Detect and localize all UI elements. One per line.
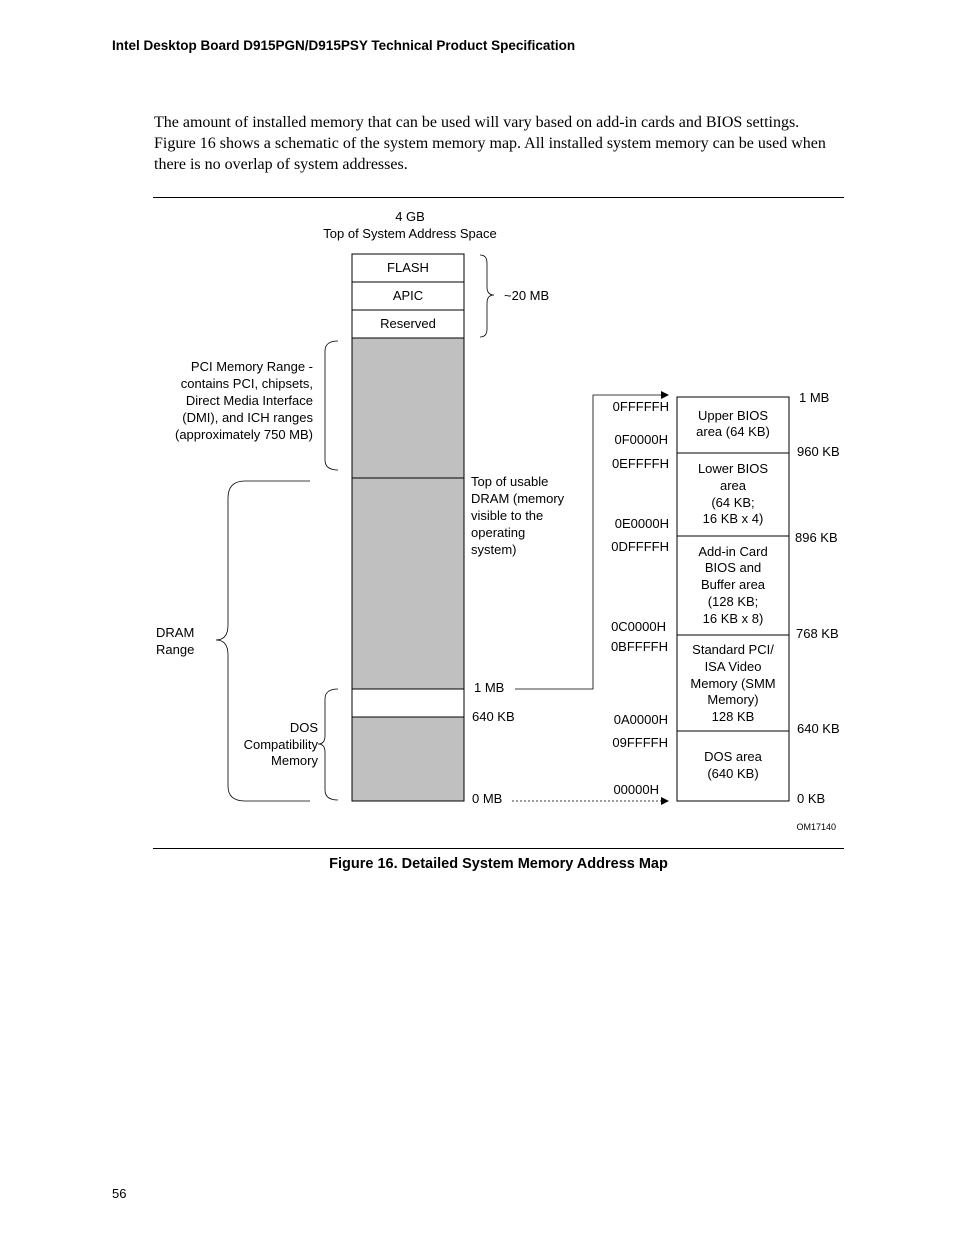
region-text: 128 KB	[711, 709, 755, 724]
dram-range-line: DRAM	[156, 625, 195, 640]
top-usable-line: system)	[471, 542, 517, 557]
address-label: 0C0000H	[611, 619, 666, 634]
address-label: 0A0000H	[613, 712, 668, 727]
figure-caption: Figure 16. Detailed System Memory Address Map	[329, 856, 668, 872]
pci-range-line: PCI Memory Range -	[190, 359, 313, 374]
reserved-label: Reserved	[380, 316, 436, 331]
address-label: 00000H	[613, 782, 659, 797]
address-label: 0F0000H	[614, 432, 668, 447]
pci-range-line: (DMI), and ICH ranges	[182, 410, 313, 425]
apic-label: APIC	[392, 288, 424, 303]
size-label: 0 KB	[797, 791, 826, 806]
region-text: ISA Video	[704, 659, 762, 674]
top-usable-line: Top of usable	[471, 474, 549, 489]
address-label: 0BFFFFH	[610, 639, 668, 654]
region-text: DOS area	[704, 749, 762, 764]
size-label: 960 KB	[797, 444, 840, 459]
address-label: 0E0000H	[614, 516, 669, 531]
top-usable-line: operating	[471, 525, 526, 540]
left-640kb-label: 640 KB	[472, 709, 515, 724]
pci-range-label	[175, 359, 313, 442]
region-text: 16 KB x 8)	[702, 611, 764, 626]
region-text: BIOS and	[704, 560, 762, 575]
region-text: Lower BIOS	[697, 461, 769, 476]
dram-block	[352, 478, 464, 689]
region-text: Memory)	[707, 692, 759, 707]
upper-dos-block	[352, 689, 464, 717]
region-text: Standard PCI/	[692, 642, 774, 657]
dos-compat-line: Compatibility	[243, 737, 318, 752]
region-text: Buffer area	[700, 577, 766, 592]
figure-id: OM17140	[796, 822, 836, 832]
region-text: Add-in Card	[698, 544, 768, 559]
address-label: 0EFFFFH	[611, 456, 669, 471]
region-text: Memory (SMM	[690, 676, 776, 691]
address-label: 0FFFFFH	[612, 399, 669, 414]
top-usable-line: DRAM (memory	[471, 491, 565, 506]
dram-range-line: Range	[156, 642, 195, 657]
page-header: Intel Desktop Board D915PGN/D915PSY Technical Product Specification	[112, 38, 576, 53]
pci-range-brace	[325, 341, 338, 470]
size-label: 1 MB	[799, 390, 830, 405]
flash-label: FLASH	[387, 260, 429, 275]
top-size-label: ~20 MB	[504, 288, 550, 303]
left-1mb-label: 1 MB	[474, 680, 505, 695]
region-text: (640 KB)	[707, 766, 759, 781]
address-label: 09FFFFH	[612, 735, 668, 750]
region-text: area	[719, 478, 747, 493]
dos-block	[352, 717, 464, 801]
size-label: 896 KB	[795, 530, 838, 545]
top-usable-line: visible to the	[471, 508, 544, 523]
region-text: (128 KB;	[707, 594, 759, 609]
figure-bottom-rule	[153, 848, 844, 849]
pci-memory-block	[352, 338, 464, 478]
left-0mb-label: 0 MB	[472, 791, 503, 806]
intro-paragraph: The amount of installed memory that can be used will vary based on add-in cards and BIOS settings. Figure 16 shows a schematic of the system memory map. All installed system memory can be used when there is no overlap of system addresses.	[154, 114, 826, 173]
size-label: 768 KB	[796, 626, 839, 641]
pci-range-line: contains PCI, chipsets,	[180, 376, 313, 391]
region-text: Upper BIOS	[697, 408, 769, 423]
top-label-line: Top of System Address Space	[323, 226, 497, 241]
region-text: area (64 KB)	[696, 424, 770, 439]
top-label-line: 4 GB	[395, 209, 425, 224]
page-number: 56	[112, 1186, 127, 1201]
region-text: (64 KB;	[711, 495, 755, 510]
top-size-brace	[480, 255, 494, 337]
pci-range-line: (approximately 750 MB)	[175, 427, 313, 442]
address-label: 0DFFFFH	[611, 539, 669, 554]
pci-range-line: Direct Media Interface	[185, 393, 313, 408]
dos-compat-line: DOS	[289, 720, 318, 735]
region-text: 16 KB x 4)	[702, 511, 764, 526]
dos-compat-brace	[318, 689, 338, 800]
dos-compat-line: Memory	[271, 753, 318, 768]
size-label: 640 KB	[797, 721, 840, 736]
